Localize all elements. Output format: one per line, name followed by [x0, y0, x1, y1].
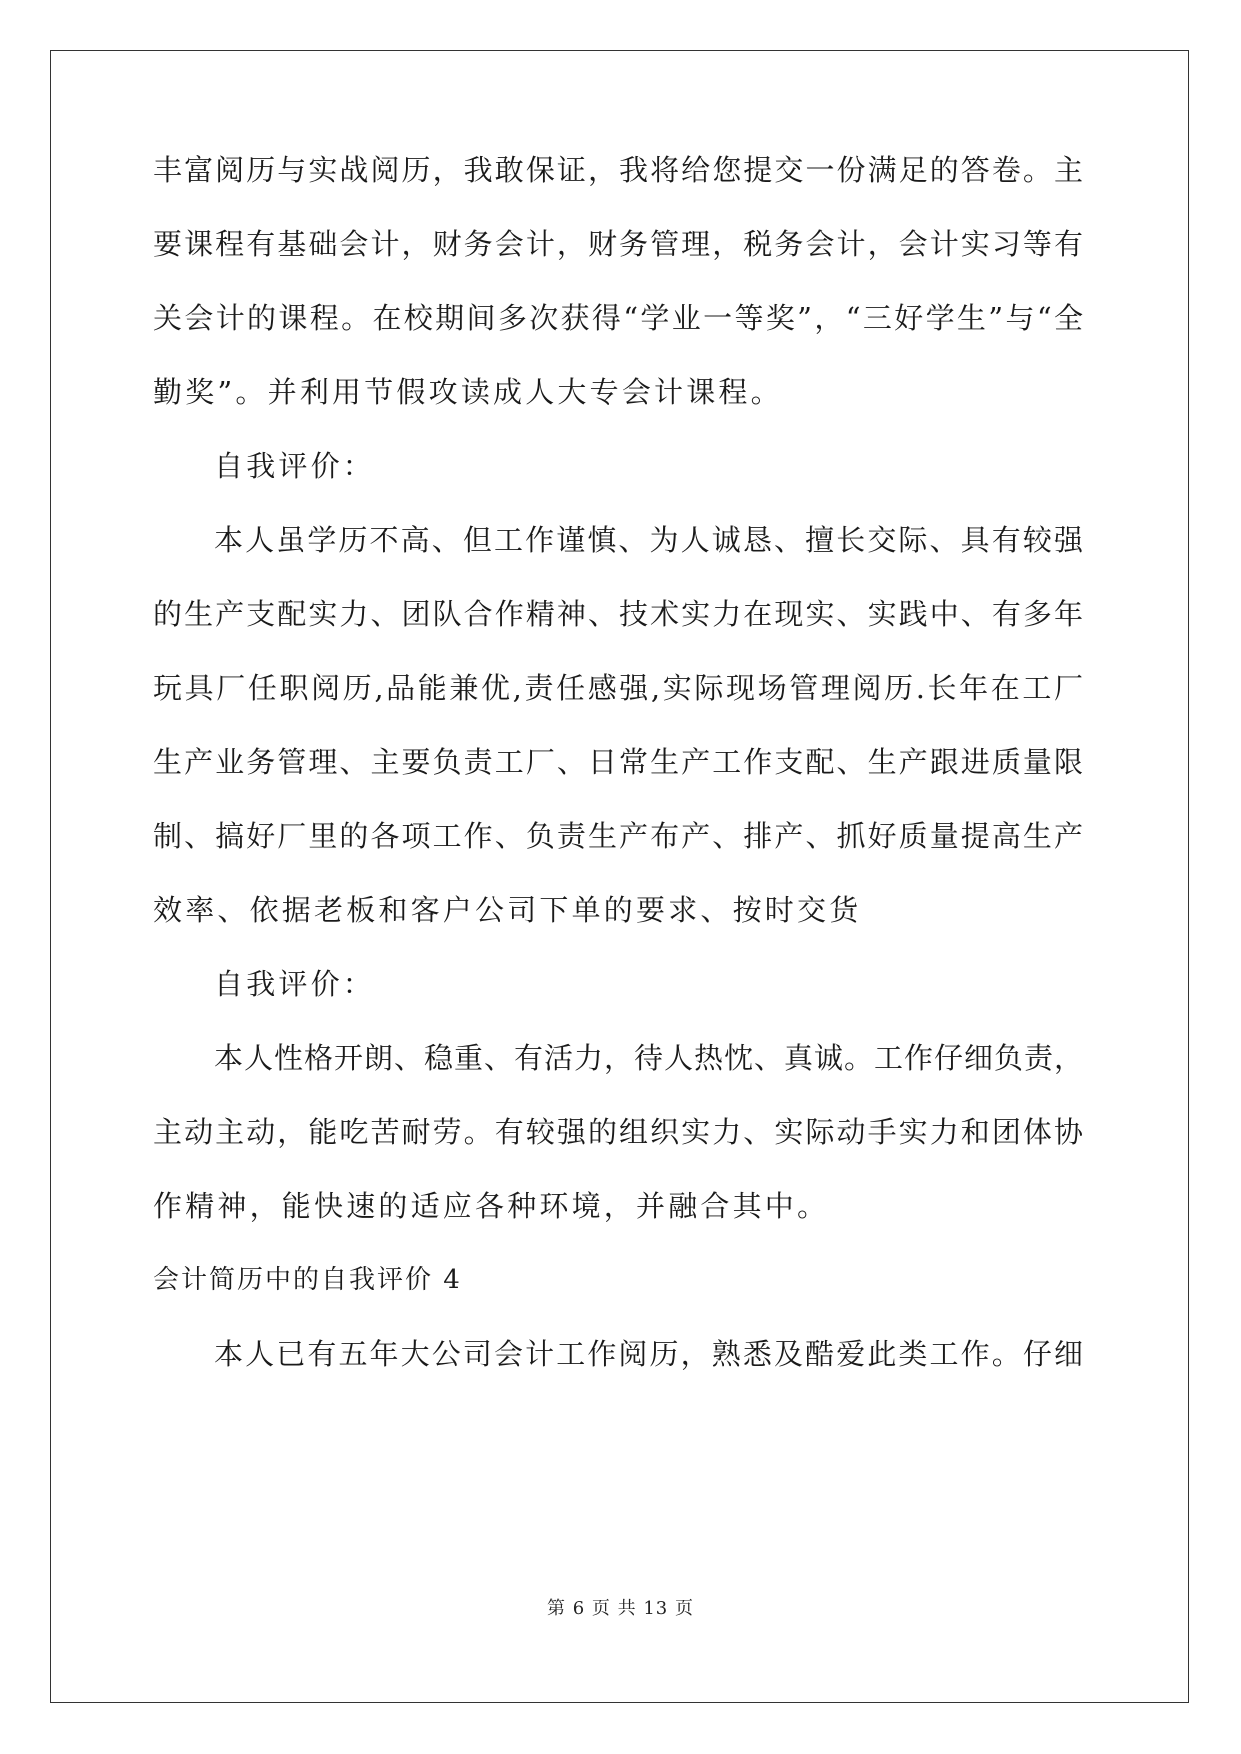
paragraph-line: 主动主动，能吃苦耐劳。有较强的组织实力、实际动手实力和团体协	[153, 1115, 1083, 1149]
section-heading: 会计简历中的自我评价 4	[153, 1265, 462, 1295]
page-number: 第 6 页 共 13 页	[547, 1598, 694, 1619]
paragraph-line: 玩具厂任职阅历,品能兼优,责任感强,实际现场管理阅历.长年在工厂	[153, 671, 1083, 705]
subheading-self-evaluation: 自我评价：	[214, 967, 376, 1001]
paragraph-line: 制、搞好厂里的各项工作、负责生产布产、排产、抓好质量提高生产	[153, 819, 1083, 853]
subheading-self-evaluation: 自我评价：	[214, 449, 376, 483]
paragraph-line: 丰富阅历与实战阅历，我敢保证，我将给您提交一份满足的答卷。主	[153, 153, 1083, 187]
paragraph-line: 作精神，能快速的适应各种环境，并融合其中。	[153, 1189, 830, 1223]
paragraph-line: 本人已有五年大公司会计工作阅历，熟悉及酷爱此类工作。仔细	[214, 1337, 1083, 1371]
paragraph-line: 要课程有基础会计，财务会计，财务管理，税务会计，会计实习等有	[153, 227, 1083, 261]
paragraph-line: 的生产支配实力、团队合作精神、技术实力在现实、实践中、有多年	[153, 597, 1083, 631]
paragraph-line: 本人性格开朗、稳重、有活力，待人热忱、真诚。工作仔细负责，	[214, 1041, 1083, 1075]
paragraph-line: 关会计的课程。在校期间多次获得“学业一等奖”，“三好学生”与“全	[153, 301, 1083, 335]
paragraph-line: 本人虽学历不高、但工作谨慎、为人诚恳、擅长交际、具有较强	[214, 523, 1083, 557]
paragraph-line: 勤奖”。并利用节假攻读成人大专会计课程。	[153, 375, 783, 409]
paragraph-line: 效率、依据老板和客户公司下单的要求、按时交货	[153, 893, 862, 927]
paragraph-line: 生产业务管理、主要负责工厂、日常生产工作支配、生产跟进质量限	[153, 745, 1083, 779]
